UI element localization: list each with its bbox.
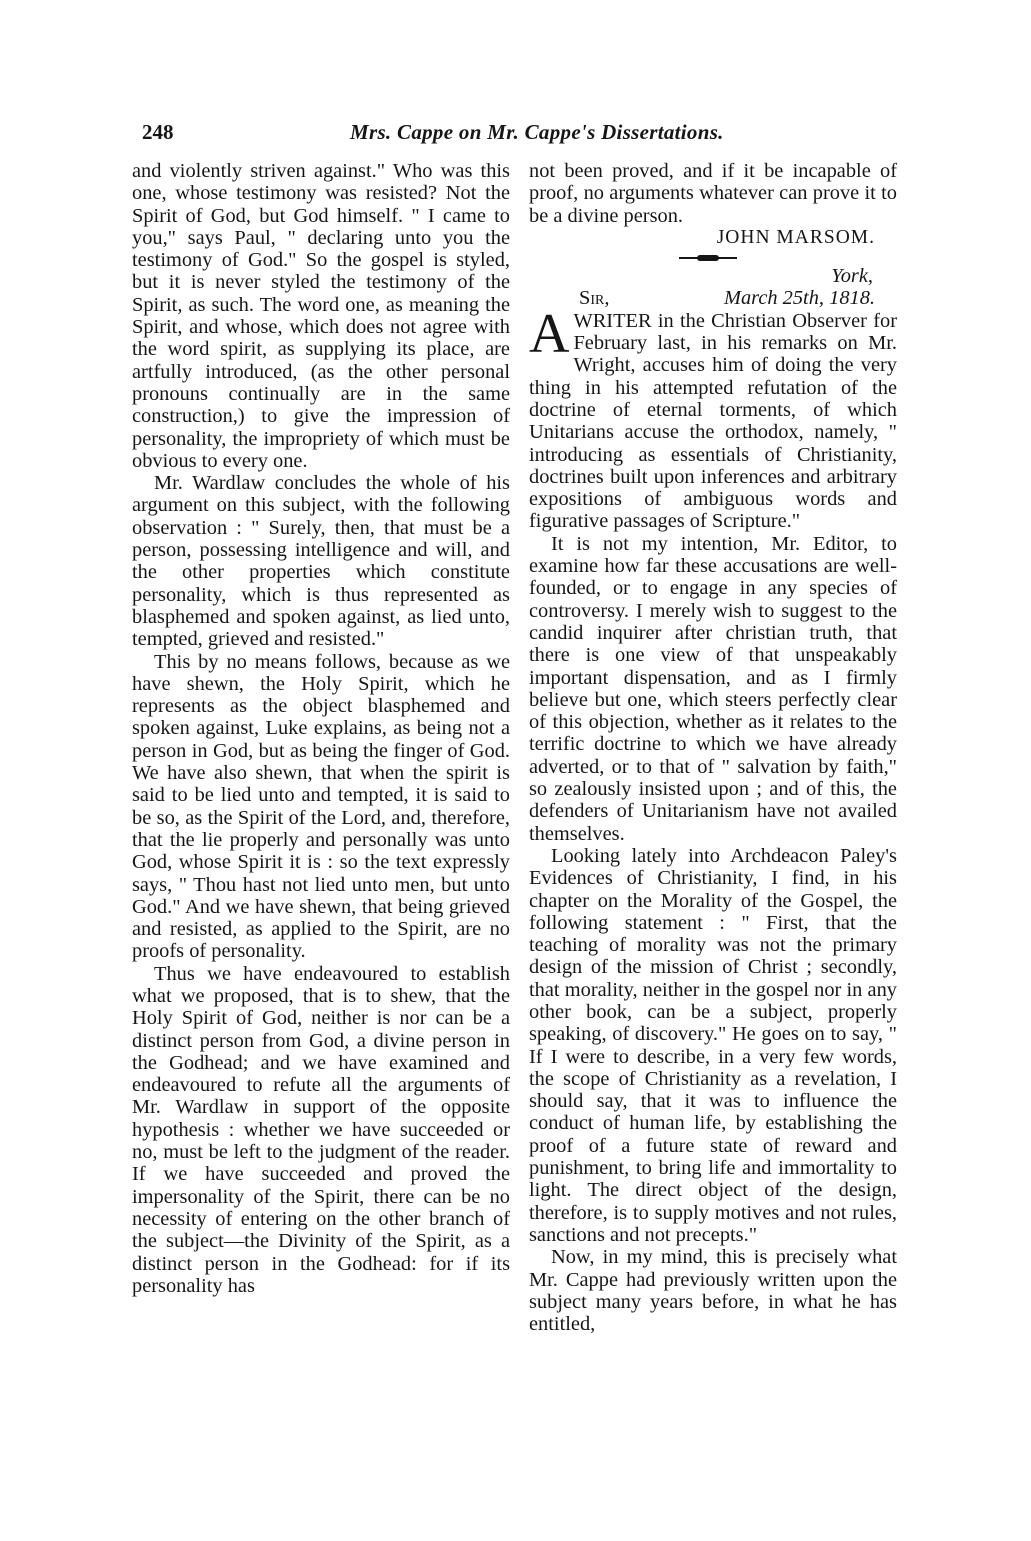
page-header [142,120,882,150]
letter-first-paragraph [529,302,897,533]
right-paragraph: It is not my intention, Mr. Editor, to examine how far these accusations are well-founded, or to engage in any species of controversy. I merely wish to suggest to the candid inquirer after christian truth, that there is one view of that unspeakably important dispensation, and as I firmly believe but one, which steers perfectly clear of this objection, whether as it relates to the terrific doctrine to which we have already adverted, or to that of " salvation by faith," so zealously insisted upon ; and of this, the defenders of Unitarianism have not availed themselves. [529,532,897,845]
letter-date [724,287,875,309]
letter-place: York, [831,265,873,288]
section-divider [529,249,897,265]
left-column [132,160,510,1297]
signature: JOHN MARSOM. [716,226,875,248]
left-paragraph: and violently striven against." Who was this one, whose testimony was resisted? Not the Spirit of God, but God himself. " I came to you," says Paul, " declaring unto you the testimony of God." So the gospel is styled, but it is never styled the testimony of the Spirit, as such. The word one, as meaning the Spirit, and whose, which does not agree with the word spirit, as supplying its place, are artfully introduced, (as the other personal pronouns continually are in the same construction,) to give the impression of personality, the impropriety of which must be obvious to every one. [132,160,510,472]
letter-date-text: March 25th, 1818. [723,287,875,310]
letter-closing-paragraph: not been proved, and if it be incapable of proof, no arguments whatever can prove it to be a divine person. [529,160,897,227]
drop-cap: A [529,302,570,365]
divider-ornament [679,257,737,259]
left-paragraph: This by no means follows, because as we have shewn, the Holy Spirit, which he represents as the object blasphemed and spoken against, Luke explains, as being not a person in God, but as being the finger of God. We have also shewn, that when the spirit is said to be lied unto and tempted, it is said to be so, as the Spirit of the Lord, and, therefore, that the lie properly and personally was unto God, whose Spirit it is : so the text expressly says, " Thou hast not lied unto men, but unto God." And we have shewn, that being grieved and resisted, as applied to the Spirit, are no proofs of personality. [132,650,510,963]
running-head: Mrs. Cappe on Mr. Cappe's Dissertations. [350,120,724,144]
right-paragraph: Looking lately into Archdeacon Paley's Evidences of Christianity, I find, in his chapter on the Morality of the Gospel, the following statement : " First, that the teaching of morality was not the primary design of the mission of Christ ; secondly, that morality, neither in the gospel nor in any other book, can be a subject, properly speaking, of discovery." He goes on to say, " If I were to describe, in a very few words, the scope of Christianity as a revelation, I should say, that it was to influence the conduct of human life, by establishing the proof of a future state of reward and punishment, to bring life and immortality to light. The direct object of the design, therefore, is to supply motives and not rules, sanctions and not precepts." [529,844,897,1246]
page-number: 248 [142,120,174,144]
salutation: Sir, [579,287,610,310]
salutation-line [529,287,897,309]
right-column [529,160,897,1335]
right-paragraph: Now, in my mind, this is precisely what Mr. Cappe had previously written upon the subject many years before, in what he has entitled, [529,1246,897,1336]
left-paragraph: Mr. Wardlaw concludes the whole of his argument on this subject, with the following observation : " Surely, then, that must be a person, possessing intelligence and will, and the other properties which constitute personality, which is thus represented as blasphemed and spoken against, as lied unto, tempted, grieved and resisted." [132,472,510,651]
first-paragraph-text: WRITER in the Christian Observer for February last, in his remarks on Mr. Wright, accuses him of doing the very thing in his attempted refutation of the doctrine of eternal torments, of which Unitarians accuse the orthodox, namely, " introducing as essentials of Christianity, doctrines built upon inferences and arbitrary expositions of ambiguous words and figurative passages of Scripture." [529,309,897,533]
left-paragraph: Thus we have endeavoured to establish what we proposed, that is to shew, that the Holy Spirit of God, neither is nor can be a distinct person from God, a divine person in the Godhead; and we have examined and endeavoured to refute all the arguments of Mr. Wardlaw in support of the opposite hypothesis : whether we have succeeded or no, must be left to the judgment of the reader. If we have succeeded and proved the impersonality of the Spirit, there can be no necessity of entering on the other branch of the subject—the Divinity of the Spirit, as a distinct person in the Godhead: for if its personality has [132,962,510,1297]
